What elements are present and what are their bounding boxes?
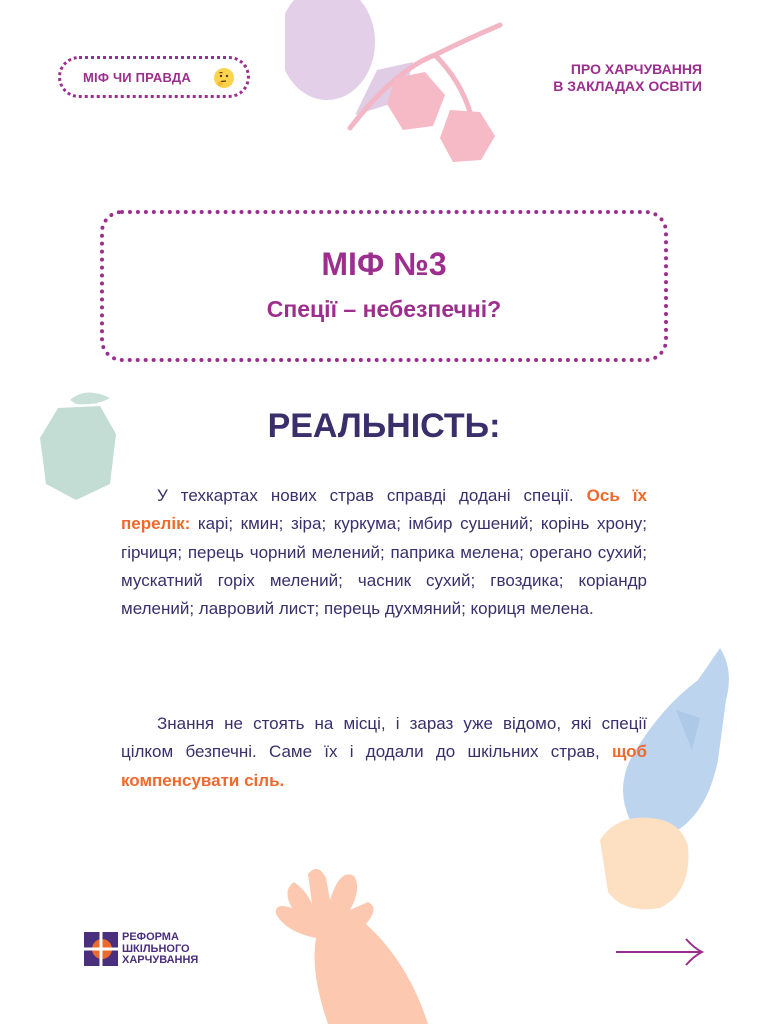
paragraph-salt bbox=[121, 710, 647, 795]
badge-label: МІФ ЧИ ПРАВДА bbox=[83, 69, 191, 85]
myth-subtitle: Спеції – небезпечні? bbox=[266, 296, 502, 322]
paragraph1-intro: У техкартах нових страв справді додані спеції. bbox=[157, 486, 574, 505]
arrow-right-icon[interactable] bbox=[614, 936, 706, 968]
myth-title: МІФ №3 bbox=[321, 246, 447, 282]
school-nutrition-reform-logo bbox=[84, 932, 198, 967]
logo-mark-icon bbox=[84, 932, 118, 966]
thinking-face-icon bbox=[213, 67, 235, 89]
logo-line-1: РЕФОРМА bbox=[122, 931, 179, 943]
paragraph-spices-list bbox=[121, 482, 647, 623]
myth-box bbox=[100, 210, 668, 362]
carrot-decoration bbox=[268, 862, 453, 1024]
paragraph1-list: карі; кмин; зіра; куркума; імбир сушений; корінь хрону; гірчиця; перець чорний мелений; паприка мелена; орегано сухий; мускатний горіх мелений; часник сухий; гвоздика; коріандр мелений; лавровий лист; перець духмяний; кориця мелена. bbox=[121, 514, 647, 619]
reality-heading: РЕАЛЬНІСТЬ: bbox=[267, 407, 501, 445]
paragraph1-highlight: Ось їх перелік: bbox=[121, 486, 647, 534]
topic-line-1: ПРО ХАРЧУВАННЯ bbox=[570, 61, 702, 77]
myth-or-truth-badge bbox=[58, 56, 250, 98]
paragraph2-highlight: щоб компенсувати сіль. bbox=[121, 742, 647, 790]
topic-line-2: В ЗАКЛАДАХ ОСВІТИ bbox=[553, 78, 702, 94]
logo-line-2: ШКІЛЬНОГО bbox=[122, 942, 190, 955]
logo-line-3: ХАРЧУВАННЯ bbox=[122, 954, 199, 966]
topic-title bbox=[462, 61, 702, 95]
paragraph2-text: Знання не стоять на місці, і зараз уже відомо, які спеції цілком безпечні. Саме їх і додали до шкільних страв, bbox=[121, 714, 647, 762]
logo-text bbox=[122, 932, 198, 967]
